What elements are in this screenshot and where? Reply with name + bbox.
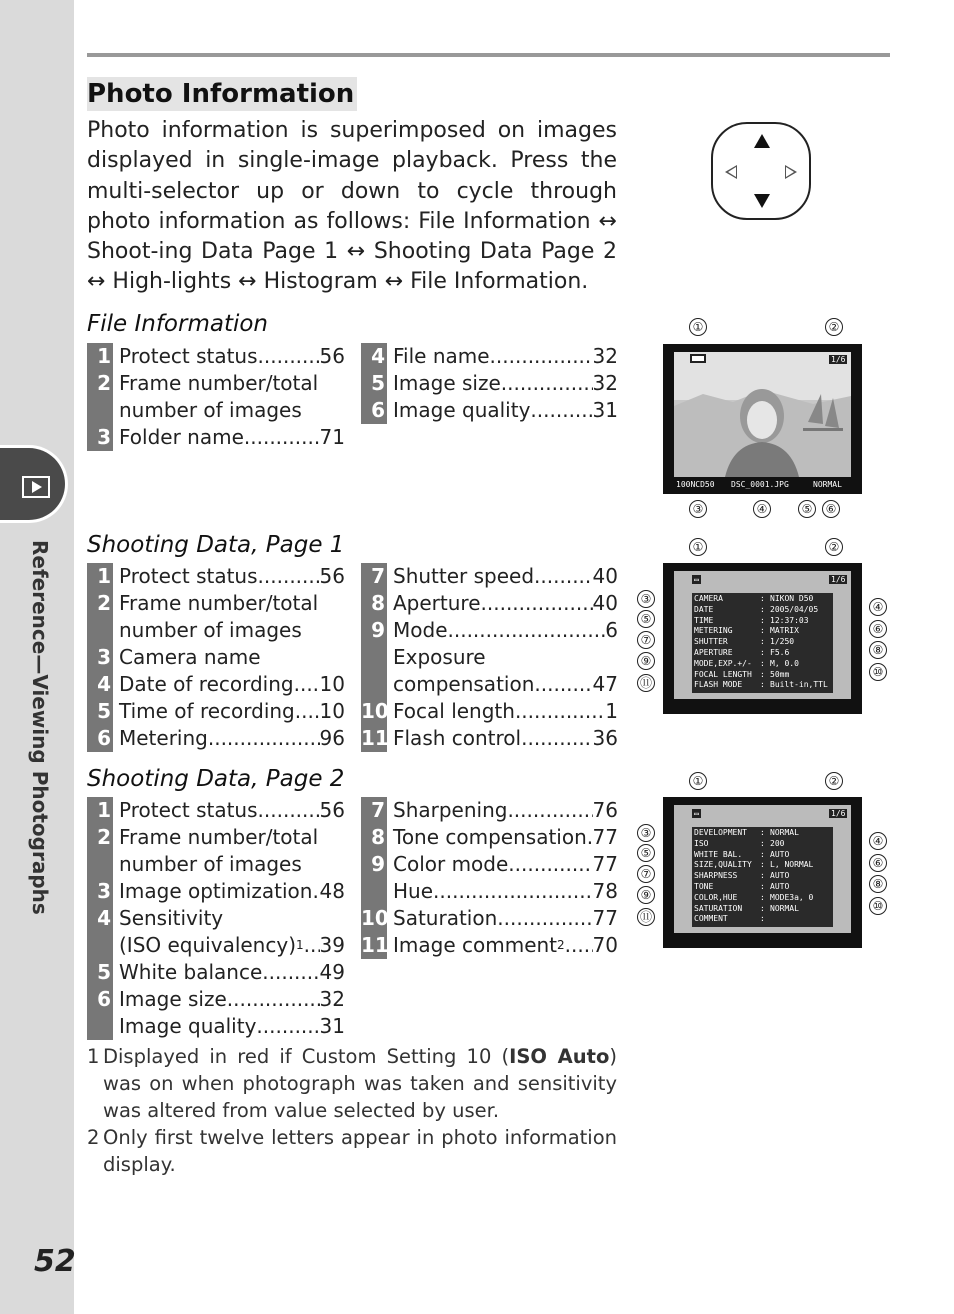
lcd-key: SATURATION <box>694 903 743 913</box>
file-info-left-list <box>87 343 345 451</box>
lcd-value: M, 0.0 <box>770 658 799 668</box>
index-label: Sensitivity <box>119 906 224 930</box>
index-number <box>87 397 113 424</box>
index-number <box>87 932 113 959</box>
index-number <box>87 851 113 878</box>
index-entry <box>361 397 618 424</box>
index-label: Shutter speed <box>393 564 535 588</box>
index-number: 1 <box>97 564 111 588</box>
footnote: 1 Displayed in red if Custom Setting 10 (ISO Auto) was on when photograph was taken and sensitivity was altered from value selected by user. <box>87 1045 617 1122</box>
lcd-value: 1/250 <box>770 637 795 647</box>
callout: ⑥ <box>869 854 887 872</box>
index-label: Protect status <box>119 344 258 368</box>
lcd-row: TONE : AUTO <box>694 881 790 891</box>
index-number <box>361 671 387 698</box>
index-label: Sharpening <box>393 798 508 822</box>
index-number: 8 <box>371 825 385 849</box>
lcd-key: WHITE BAL. <box>694 849 743 859</box>
footnotes <box>87 1043 617 1178</box>
index-label: Image comment <box>393 933 558 957</box>
index-label: Date of recording <box>119 672 294 696</box>
page-number: 52 <box>34 1244 76 1279</box>
callout: ⑧ <box>869 641 887 659</box>
arrow-right-icon <box>785 165 797 179</box>
index-entry <box>87 878 345 905</box>
lcd-value: NORMAL <box>770 903 799 913</box>
index-entry <box>361 698 618 725</box>
callout: ② <box>825 538 843 556</box>
page-ref: 6 <box>605 618 618 642</box>
index-label: Image quality <box>119 1014 257 1038</box>
index-entry <box>87 424 345 451</box>
lcd-value: AUTO <box>770 881 790 891</box>
page-ref: 40 <box>592 564 618 588</box>
shooting1-left-list <box>87 563 345 752</box>
index-number: 3 <box>97 425 111 449</box>
page-ref: 36 <box>592 726 618 750</box>
lcd-row: SHARPNESS : AUTO <box>694 871 790 881</box>
index-label: Mode <box>393 618 448 642</box>
callout: ⑪ <box>637 674 655 692</box>
callout: ④ <box>753 500 771 518</box>
callout: ③ <box>637 590 655 608</box>
lcd-row: ISO : 200 <box>694 838 785 848</box>
protect-icon: ▭ <box>694 575 699 584</box>
index-entry <box>361 644 618 671</box>
callout: ① <box>689 318 707 336</box>
lcd-key: SHARPNESS <box>694 871 738 881</box>
index-label: Flash control <box>393 726 522 750</box>
multi-selector-icon <box>711 122 811 220</box>
callout: ⑤ <box>637 844 655 862</box>
index-label: Color mode <box>393 852 509 876</box>
page-title: Photo Information <box>87 77 357 111</box>
footnote: 2 Only first twelve letters appear in photo information display. <box>87 1126 617 1176</box>
index-entry <box>361 370 618 397</box>
index-label: number of images <box>119 618 302 642</box>
page-ref: 77 <box>592 852 618 876</box>
file-info-right-list <box>361 343 618 424</box>
lcd-value: AUTO <box>770 871 790 881</box>
index-label: White balance <box>119 960 263 984</box>
index-entry <box>361 824 618 851</box>
index-entry <box>87 959 345 986</box>
index-number: 2 <box>97 591 111 615</box>
arrow-up-icon <box>754 134 770 148</box>
lcd-value: NIKON D50 <box>770 594 814 603</box>
lcd-row: SATURATION : NORMAL <box>694 903 799 913</box>
index-entry <box>87 644 345 671</box>
index-number: 11 <box>361 726 389 750</box>
callout: ① <box>689 772 707 790</box>
callout: ② <box>825 318 843 336</box>
lcd-value: L, NORMAL <box>770 860 814 870</box>
sidebar-section-label: Reference—Viewing Photographs <box>28 540 52 915</box>
footnote-ref: 1 <box>296 938 304 952</box>
index-entry <box>361 725 618 752</box>
page-ref: 47 <box>592 672 618 696</box>
index-number: 10 <box>361 699 389 723</box>
index-number: 1 <box>97 798 111 822</box>
lcd-data-rows <box>694 828 813 925</box>
lcd-value: NORMAL <box>770 828 799 837</box>
index-number <box>361 878 387 905</box>
lcd-key: COLOR,HUE <box>694 892 738 902</box>
shooting2-heading: Shooting Data, Page 2 <box>87 766 345 792</box>
lcd-key: TIME <box>694 615 714 625</box>
page-ref: 31 <box>592 398 618 422</box>
callout: ⑪ <box>637 908 655 926</box>
index-entry <box>361 671 618 698</box>
lcd-row: FOCAL LENGTH : 50mm <box>694 669 790 679</box>
index-label: Protect status <box>119 798 258 822</box>
callout: ④ <box>869 832 887 850</box>
index-label: compensation <box>393 672 535 696</box>
index-entry <box>361 343 618 370</box>
callout: ⑤ <box>637 610 655 628</box>
index-entry <box>87 370 345 397</box>
index-number: 2 <box>97 371 111 395</box>
page-ref: 76 <box>592 798 618 822</box>
index-label: Exposure <box>393 645 486 669</box>
index-number: 5 <box>97 699 111 723</box>
page-ref: 10 <box>319 672 345 696</box>
index-label: Protect status <box>119 564 258 588</box>
page-ref: 32 <box>592 371 618 395</box>
lcd-row: CAMERA : NIKON D50 <box>694 594 814 603</box>
page-ref: 70 <box>592 933 618 957</box>
lcd-row: COMMENT : <box>694 914 765 924</box>
index-label: (ISO equivalency) <box>119 933 296 957</box>
index-entry <box>87 343 345 370</box>
page-ref: 32 <box>592 344 618 368</box>
index-number: 3 <box>97 879 111 903</box>
lcd-row: COLOR,HUE : MODE3a, 0 <box>694 892 814 902</box>
index-label: Folder name <box>119 425 244 449</box>
index-entry <box>87 397 345 424</box>
callout: ⑩ <box>869 897 887 915</box>
lcd-value: 12:37:03 <box>770 615 809 625</box>
lcd-row: DEVELOPMENT : NORMAL <box>694 828 799 837</box>
playback-icon <box>22 476 50 498</box>
lcd-row: SIZE,QUALITY : L, NORMAL <box>694 860 814 870</box>
shooting1-right-list <box>361 563 618 752</box>
callout: ⑥ <box>822 500 840 518</box>
index-label: File name <box>393 344 490 368</box>
index-label: Frame number/total <box>119 825 319 849</box>
index-entry <box>87 563 345 590</box>
index-entry <box>361 563 618 590</box>
lcd-row: METERING : MATRIX <box>694 626 799 636</box>
page-ref: 77 <box>592 906 618 930</box>
lcd-row: WHITE BAL. : AUTO <box>694 849 790 859</box>
index-entry <box>361 878 618 905</box>
index-label: Focal length <box>393 699 515 723</box>
index-label: number of images <box>119 398 302 422</box>
index-number: 8 <box>371 591 385 615</box>
callout: ① <box>689 538 707 556</box>
shooting1-heading: Shooting Data, Page 1 <box>87 532 345 558</box>
callout: ④ <box>869 598 887 616</box>
intro-paragraph: Photo information is superimposed on images displayed in single-image playback. Press the multi-selector up or down to cycle through photo information as follows: File Information ↔ Shoot-ing Data Page 1 ↔ Shooting Data Page 2 ↔ High-lights ↔ Histogram ↔ File Information. <box>87 118 617 295</box>
index-entry <box>87 725 345 752</box>
index-label: Image quality <box>393 398 531 422</box>
index-number: 6 <box>97 726 111 750</box>
page-ref: 40 <box>592 591 618 615</box>
index-number: 4 <box>97 906 111 930</box>
index-label: Tone compensation <box>393 825 587 849</box>
lcd-key: COMMENT <box>694 914 728 924</box>
page-ref: 32 <box>319 987 345 1011</box>
lcd-frame-count: 1/6 <box>831 355 846 364</box>
index-entry <box>87 617 345 644</box>
lcd-value: 200 <box>770 838 785 848</box>
lcd-value: Built-in,TTL <box>770 680 828 690</box>
index-number: 7 <box>371 798 385 822</box>
file-info-heading: File Information <box>87 311 269 337</box>
index-label: Frame number/total <box>119 591 319 615</box>
page-ref: 56 <box>319 344 345 368</box>
page-ref: 78 <box>592 879 618 903</box>
lcd-key: SHUTTER <box>694 637 728 647</box>
protect-icon: ▭ <box>694 809 699 818</box>
callout: ⑨ <box>637 886 655 904</box>
shooting2-right-list <box>361 797 618 959</box>
index-entry <box>87 905 345 932</box>
index-label: Time of recording <box>119 699 295 723</box>
page-ref: 39 <box>319 933 345 957</box>
index-number: 4 <box>97 672 111 696</box>
callout: ⑤ <box>798 500 816 518</box>
callout: ② <box>825 772 843 790</box>
index-number: 6 <box>371 398 385 422</box>
lcd-photo <box>663 344 862 494</box>
lcd-key: SIZE,QUALITY <box>694 860 752 870</box>
arrow-down-icon <box>754 194 770 208</box>
index-entry <box>87 590 345 617</box>
lcd-frame-count: 1/6 <box>831 575 846 584</box>
index-label: Image size <box>119 987 227 1011</box>
callout: ⑧ <box>869 875 887 893</box>
index-entry <box>361 851 618 878</box>
index-entry <box>87 986 345 1013</box>
index-number: 9 <box>371 618 385 642</box>
page-ref: 96 <box>319 726 345 750</box>
index-entry <box>87 671 345 698</box>
lcd-data-rows <box>694 594 828 691</box>
lcd-key: TONE <box>694 881 714 891</box>
lcd-row: SHUTTER : 1/250 <box>694 637 795 647</box>
index-number: 5 <box>97 960 111 984</box>
index-entry <box>87 797 345 824</box>
lcd-key: FLASH MODE <box>694 680 743 690</box>
page-ref: 48 <box>319 879 345 903</box>
index-number: 6 <box>97 987 111 1011</box>
lcd-value: MATRIX <box>770 626 799 636</box>
index-entry <box>87 851 345 878</box>
lcd-row: DATE : 2005/04/05 <box>694 604 819 614</box>
index-number: 1 <box>97 344 111 368</box>
index-entry <box>87 1013 345 1040</box>
lcd-frame-count: 1/6 <box>831 809 846 818</box>
callout: ③ <box>689 500 707 518</box>
index-label: number of images <box>119 852 302 876</box>
index-label: Frame number/total <box>119 371 319 395</box>
index-entry <box>361 617 618 644</box>
index-entry <box>361 590 618 617</box>
index-entry <box>87 824 345 851</box>
lcd-row: APERTURE : F5.6 <box>694 647 790 657</box>
index-label: Camera name <box>119 645 261 669</box>
callout: ⑩ <box>869 663 887 681</box>
index-label: Image optimization <box>119 879 313 903</box>
lcd-key: DATE <box>694 604 714 614</box>
lcd-value: 2005/04/05 <box>770 604 819 614</box>
index-number: 5 <box>371 371 385 395</box>
lcd-key: APERTURE <box>694 647 733 657</box>
index-entry <box>87 932 345 959</box>
arrow-left-icon <box>725 165 737 179</box>
lcd-value: AUTO <box>770 849 790 859</box>
shooting2-left-list <box>87 797 345 1040</box>
lcd-key: MODE,EXP.+/- <box>694 658 752 668</box>
index-entry <box>361 932 618 959</box>
page-ref: 49 <box>319 960 345 984</box>
callout: ⑨ <box>637 652 655 670</box>
callout: ⑥ <box>869 620 887 638</box>
lcd-key: DEVELOPMENT <box>694 828 747 837</box>
page-ref: 31 <box>319 1014 345 1038</box>
index-entry <box>361 905 618 932</box>
lcd-value: F5.6 <box>770 647 790 657</box>
lcd-value: 50mm <box>770 669 790 679</box>
page-ref: 77 <box>592 825 618 849</box>
lcd-row: FLASH MODE : Built-in,TTL <box>694 680 828 690</box>
callout: ⑦ <box>637 865 655 883</box>
lcd-value: MODE3a, 0 <box>770 892 814 902</box>
index-number: 3 <box>97 645 111 669</box>
callout: ⑦ <box>637 631 655 649</box>
page-ref: 71 <box>319 425 345 449</box>
lcd-row: TIME : 12:37:03 <box>694 615 809 625</box>
index-number: 7 <box>371 564 385 588</box>
lcd-key: CAMERA <box>694 594 723 603</box>
index-label: Saturation <box>393 906 498 930</box>
lcd-key: ISO <box>694 838 709 848</box>
page-ref: 56 <box>319 564 345 588</box>
index-number: 10 <box>361 906 389 930</box>
index-label: Aperture <box>393 591 481 615</box>
index-label: Metering <box>119 726 208 750</box>
page-ref: 56 <box>319 798 345 822</box>
index-number <box>87 1013 113 1040</box>
lcd-folder-name: 100NCD50 <box>676 480 715 489</box>
lcd-image-quality: NORMAL <box>813 480 842 489</box>
callout: ③ <box>637 824 655 842</box>
top-rule <box>87 53 890 57</box>
footnote-ref: 2 <box>557 938 565 952</box>
index-number <box>361 644 387 671</box>
index-number: 9 <box>371 852 385 876</box>
index-entry <box>87 698 345 725</box>
index-number: 11 <box>361 933 389 957</box>
page-ref: 10 <box>319 699 345 723</box>
lcd-row: MODE,EXP.+/- : M, 0.0 <box>694 658 799 668</box>
index-number: 4 <box>371 344 385 368</box>
lcd-file-name: DSC_0001.JPG <box>731 480 789 489</box>
index-number: 2 <box>97 825 111 849</box>
lcd-key: FOCAL LENGTH <box>694 669 752 679</box>
lcd-key: METERING <box>694 626 733 636</box>
index-entry <box>361 797 618 824</box>
index-label: Hue <box>393 879 434 903</box>
index-number <box>87 617 113 644</box>
page-ref: 1 <box>605 699 618 723</box>
index-label: Image size <box>393 371 501 395</box>
